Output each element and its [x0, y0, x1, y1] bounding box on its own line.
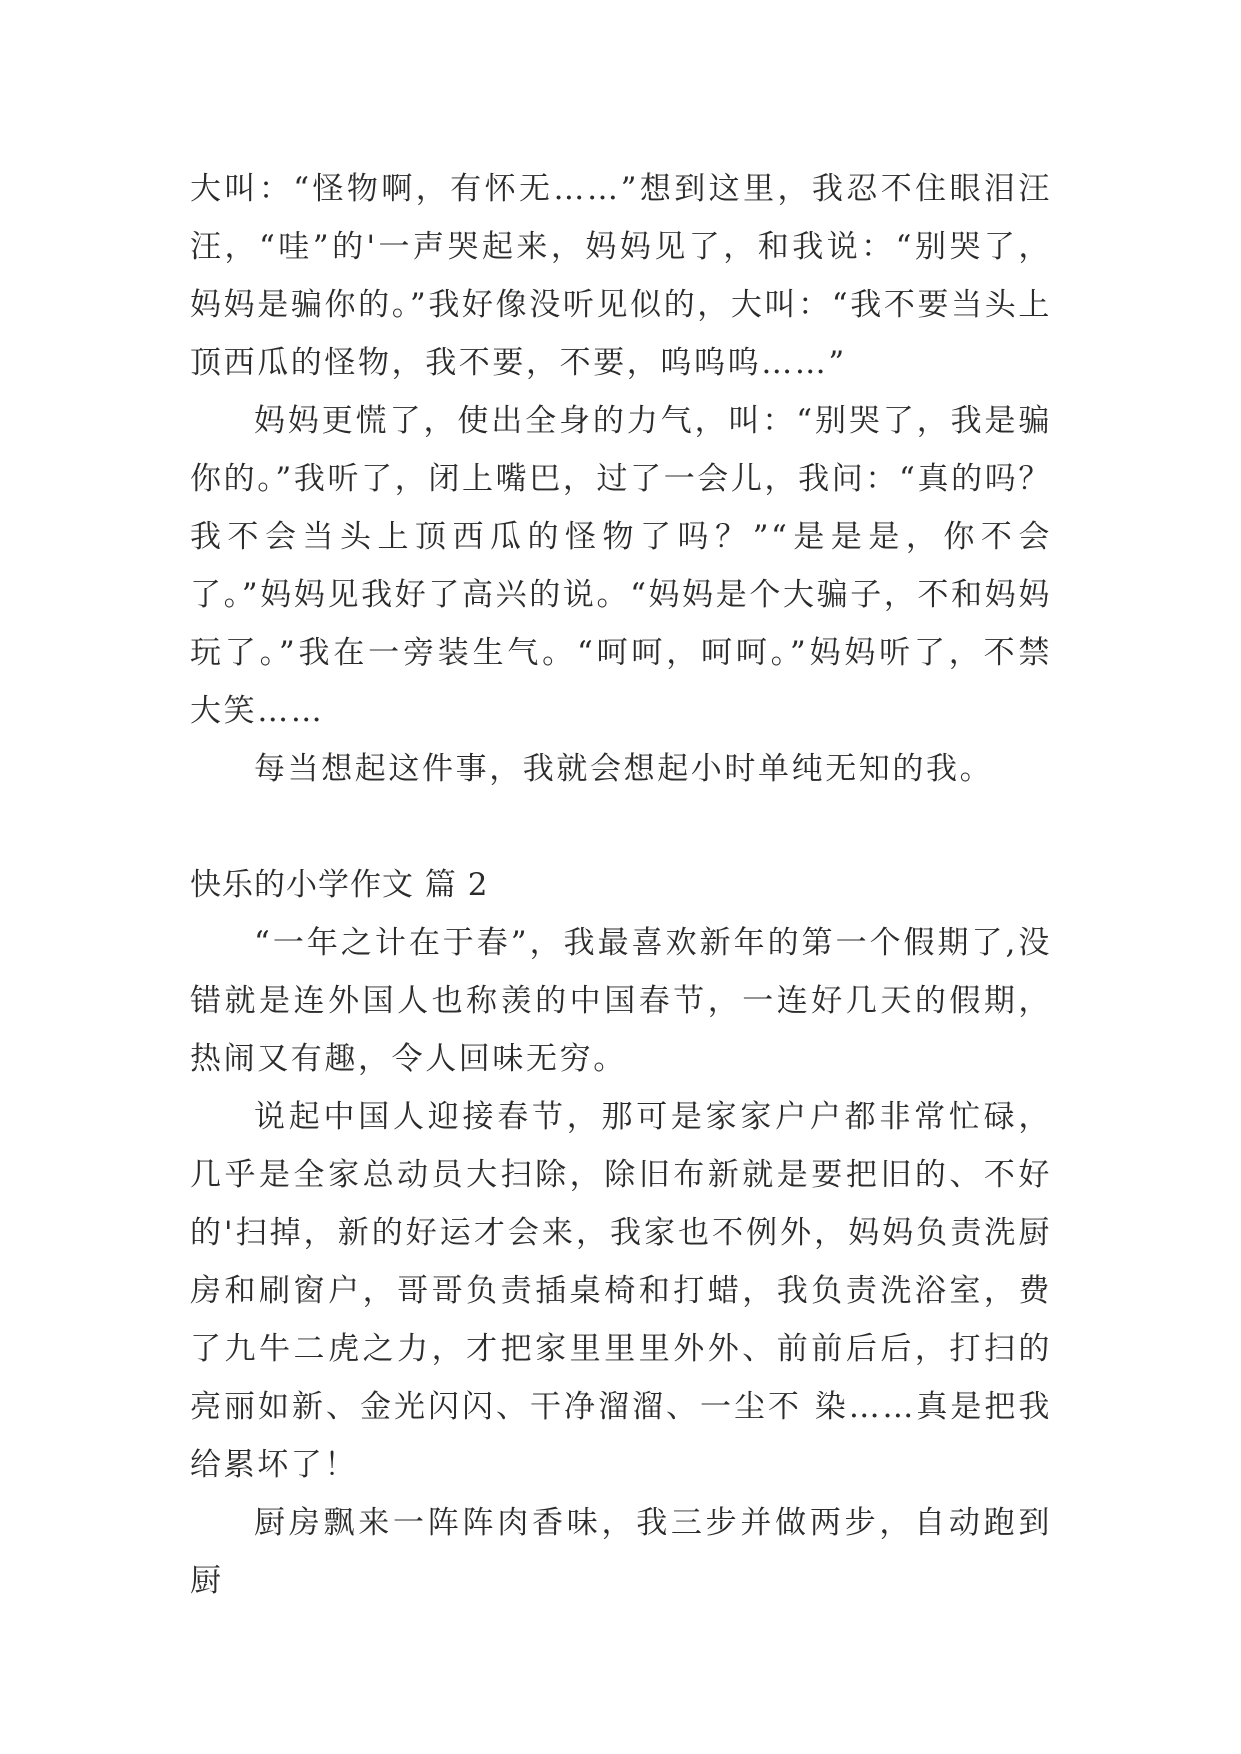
- document-body: [190, 160, 1052, 1610]
- paragraph: 大叫：“怪物啊，有怀无……”想到这里，我忍不住眼泪汪汪，“哇”的'一声哭起来，妈妈见了，和我说：“别哭了，妈妈是骗你的。”我好像没听见似的，大叫：“我不要当头上顶西瓜的怪物，我不要，不要，呜呜呜……”: [190, 171, 1052, 381]
- paragraph: 说起中国人迎接春节，那可是家家户户都非常忙碌，几乎是全家总动员大扫除，除旧布新就是要把旧的、不好的'扫掉，新的好运才会来，我家也不例外，妈妈负责洗厨 房和刷窗户，哥哥负责插桌椅和打蜡，我负责洗浴室，费了九牛二虎之力，才把家里里里外外、前前后后，打扫的亮丽如新、金光闪闪、干净溜溜、一尘不 染……真是把我给累坏了！: [190, 1099, 1052, 1483]
- paragraph: 妈妈更慌了，使出全身的力气，叫：“别哭了，我是骗你的。”我听了，闭上嘴巴，过了一会儿，我问：“真的吗？我不会当头上顶西瓜的怪物了吗？”“是是是，你不会了。”妈妈见我好了高兴的说。“妈妈是个大骗子，不和妈妈玩了。”我在一旁装生气。“呵呵，呵呵。”妈妈听了，不禁大笑……: [190, 403, 1052, 729]
- section-title: 快乐的小学作文 篇 2: [190, 867, 489, 903]
- paragraph: 厨房飘来一阵阵肉香味，我三步并做两步，自动跑到厨: [190, 1505, 1052, 1599]
- paragraph: 每当想起这件事，我就会想起小时单纯无知的我。: [254, 751, 994, 787]
- paragraph: “一年之计在于春”，我最喜欢新年的第一个假期了,没错就是连外国人也称羡的中国春节，一连好几天的假期，热闹又有趣，令人回味无穷。: [190, 925, 1052, 1077]
